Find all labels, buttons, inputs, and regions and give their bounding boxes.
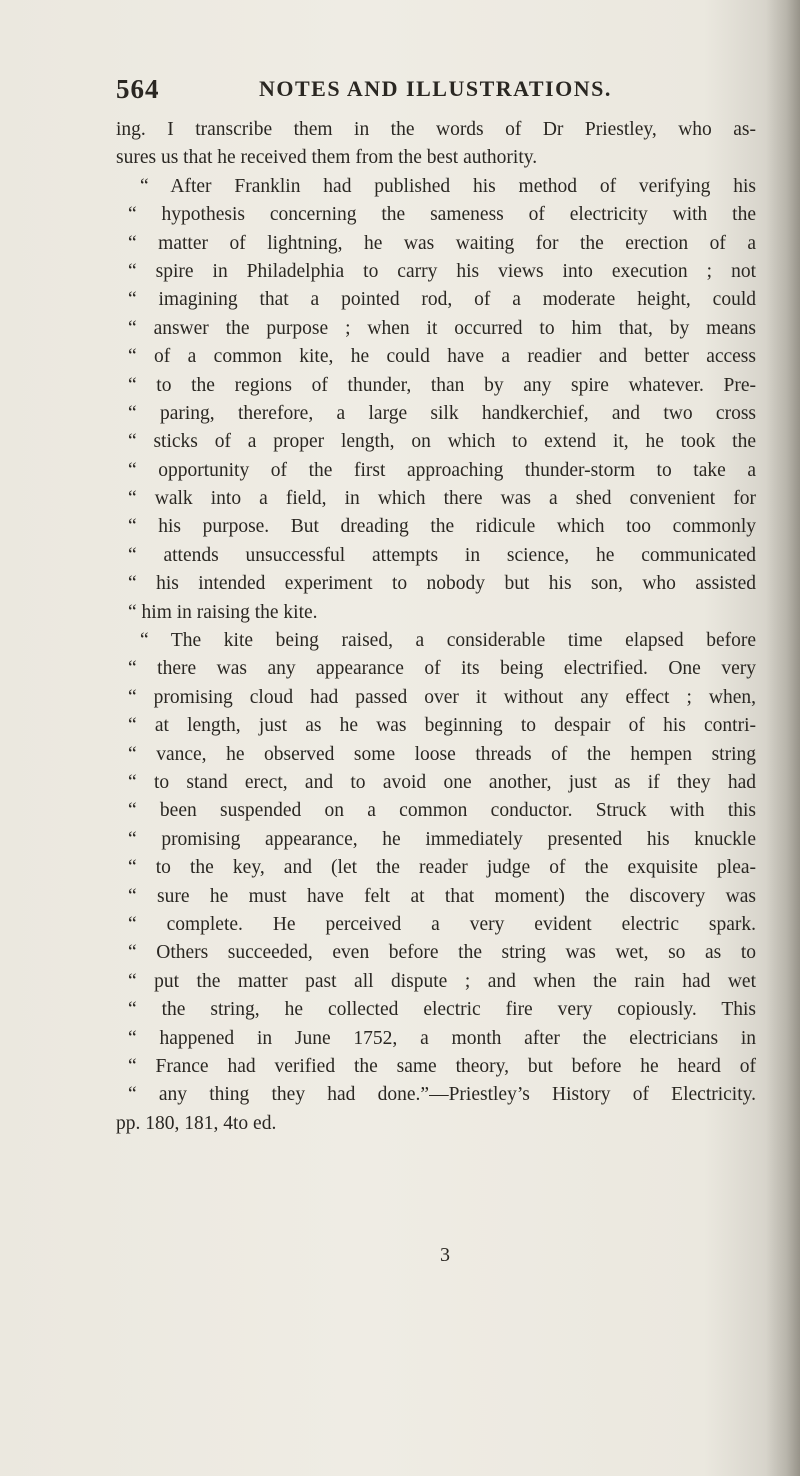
text-line: “ to stand erect, and to avoid one another, just as if they had — [128, 771, 756, 793]
text-line: “ attends unsuccessful attempts in science, he communicated — [128, 544, 756, 566]
text-line: “ at length, just as he was beginning to despair of his contri- — [128, 715, 756, 737]
text-line: sures us that he received them from the best authority. — [116, 147, 538, 169]
text-line: pp. 180, 181, 4to ed. — [116, 1112, 277, 1134]
text-line: “ sure he must have felt at that moment) the discovery was — [128, 885, 756, 907]
text-line: “ his purpose. But dreading the ridicule which too commonly — [128, 516, 756, 538]
text-line: “ promising cloud had passed over it without any effect ; when, — [128, 686, 756, 708]
text-line: “ him in raising the kite. — [128, 601, 318, 623]
text-line: “ hypothesis concerning the sameness of electricity with the — [128, 204, 756, 226]
running-head: NOTES AND ILLUSTRATIONS. — [259, 76, 612, 101]
text-line: “ spire in Philadelphia to carry his views into execution ; not — [128, 260, 756, 282]
text-line: “ France had verified the same theory, but before he heard of — [128, 1055, 756, 1077]
text-line: “ answer the purpose ; when it occurred to him that, by means — [128, 317, 756, 339]
text-line: “ walk into a field, in which there was a shed convenient for — [128, 488, 756, 510]
text-line: ing. I transcribe them in the words of Dr Priestley, who as- — [116, 119, 756, 140]
text-line: “ opportunity of the first approaching thunder-storm to take a — [128, 459, 756, 481]
text-line: “ sticks of a proper length, on which to extend it, he took the — [128, 431, 756, 453]
signature-mark: 3 — [440, 1244, 450, 1266]
page-header — [116, 74, 756, 114]
text-line: “ to the key, and (let the reader judge of the exquisite plea- — [128, 857, 756, 879]
text-line: “ complete. He perceived a very evident electric spark. — [128, 913, 756, 935]
text-line: “ to the regions of thunder, than by any spire whatever. Pre- — [128, 374, 756, 396]
body-text — [116, 116, 756, 1138]
text-line: “ put the matter past all dispute ; and when the rain had wet — [128, 970, 756, 992]
text-line: “ The kite being raised, a considerable time elapsed before — [140, 630, 756, 652]
page-edge-shadow — [766, 0, 800, 1476]
text-line: “ promising appearance, he immediately presented his knuckle — [128, 828, 756, 850]
text-line: “ his intended experiment to nobody but his son, who assisted — [128, 573, 756, 595]
text-line: “ imagining that a pointed rod, of a moderate height, could — [128, 289, 756, 311]
text-line: “ Others succeeded, even before the string was wet, so as to — [128, 942, 756, 964]
text-line: “ matter of lightning, he was waiting for the erection of a — [128, 232, 756, 254]
text-line: “ vance, he observed some loose threads of the hempen string — [128, 743, 756, 765]
text-line: “ paring, therefore, a large silk handkerchief, and two cross — [128, 402, 756, 424]
text-line: “ there was any appearance of its being electrified. One very — [128, 658, 756, 680]
text-line: “ happened in June 1752, a month after the electricians in — [128, 1027, 756, 1049]
page-number: 564 — [116, 74, 160, 104]
text-line: “ of a common kite, he could have a readier and better access — [128, 346, 756, 368]
text-line: “ the string, he collected electric fire very copiously. This — [128, 999, 756, 1021]
text-line: “ been suspended on a common conductor. Struck with this — [128, 800, 756, 822]
text-line: “ any thing they had done.”—Priestley’s History of Electricity. — [128, 1084, 756, 1106]
text-line: “ After Franklin had published his method of verifying his — [140, 175, 756, 197]
